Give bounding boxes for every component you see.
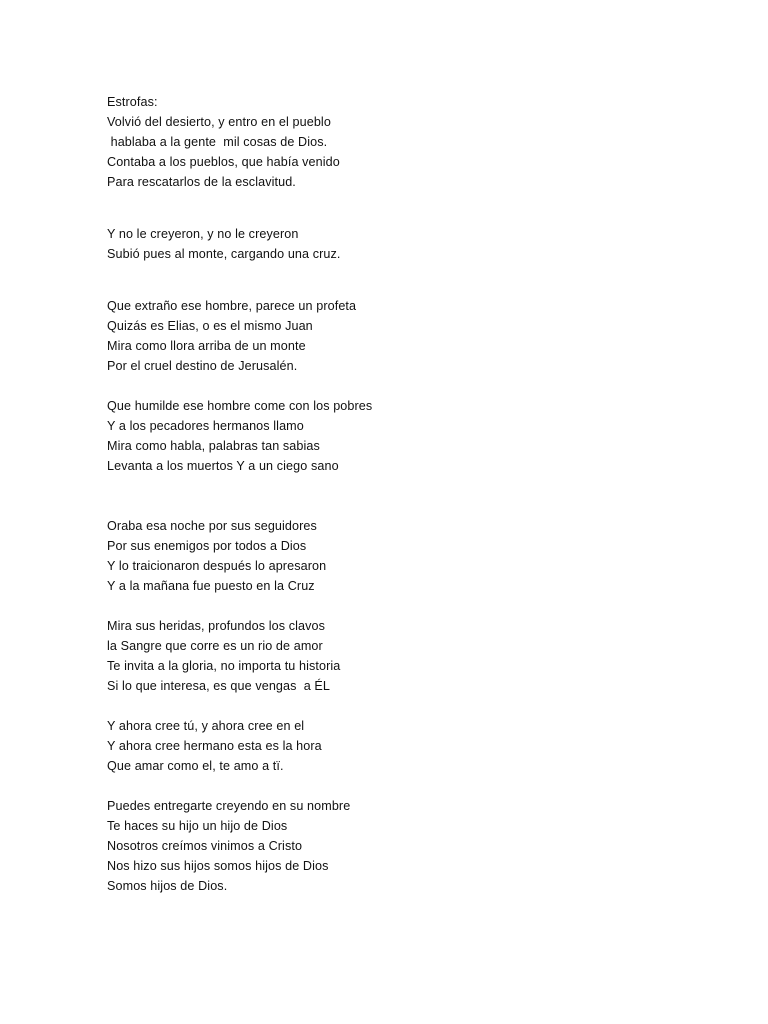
stanza-line: Somos hijos de Dios. xyxy=(107,879,228,893)
stanza-5 xyxy=(107,516,728,596)
stanza-line: Subió pues al monte, cargando una cruz. xyxy=(107,247,341,261)
stanza-line: Por el cruel destino de Jerusalén. xyxy=(107,359,298,373)
stanza-line: Mira como habla, palabras tan sabias xyxy=(107,439,320,453)
stanza-line: Puedes entregarte creyendo en su nombre xyxy=(107,799,351,813)
stanza-line: Te haces su hijo un hijo de Dios xyxy=(107,819,288,833)
stanza-line: Que humilde ese hombre come con los pobres xyxy=(107,399,373,413)
stanza-2 xyxy=(107,224,728,264)
stanza-line: Volvió del desierto, y entro en el pueblo xyxy=(107,115,331,129)
stanza-line: Y ahora cree tú, y ahora cree en el xyxy=(107,719,305,733)
stanza-line: Contaba a los pueblos, que había venido xyxy=(107,155,340,169)
stanza-line: hablaba a la gente mil cosas de Dios. xyxy=(107,135,328,149)
document-page xyxy=(107,92,728,896)
stanza-line: Si lo que interesa, es que vengas a ÉL xyxy=(107,679,331,693)
stanza-line: Que extraño ese hombre, parece un profeta xyxy=(107,299,357,313)
stanza-line: Nosotros creímos vinimos a Cristo xyxy=(107,839,303,853)
stanza-4 xyxy=(107,396,728,476)
stanza-line: Oraba esa noche por sus seguidores xyxy=(107,519,317,533)
stanza-line: Y lo traicionaron después lo apresaron xyxy=(107,559,327,573)
stanza-line: Quizás es Elias, o es el mismo Juan xyxy=(107,319,313,333)
stanza-7 xyxy=(107,716,728,776)
stanza-6 xyxy=(107,616,728,696)
stanza-line: Y a los pecadores hermanos llamo xyxy=(107,419,304,433)
stanza-line: Levanta a los muertos Y a un ciego sano xyxy=(107,459,339,473)
stanza-line: Mira como llora arriba de un monte xyxy=(107,339,306,353)
stanza-line: Que amar como el, te amo a tï. xyxy=(107,759,284,773)
stanza-line: Y ahora cree hermano esta es la hora xyxy=(107,739,322,753)
stanza-8 xyxy=(107,796,728,896)
stanza-line: Nos hizo sus hijos somos hijos de Dios xyxy=(107,859,329,873)
stanza-line: Y no le creyeron, y no le creyeron xyxy=(107,227,299,241)
stanza-3 xyxy=(107,296,728,376)
stanza-line: Para rescatarlos de la esclavitud. xyxy=(107,175,296,189)
section-heading: Estrofas: xyxy=(107,95,158,109)
stanza-line: Te invita a la gloria, no importa tu historia xyxy=(107,659,341,673)
stanza-line: Mira sus heridas, profundos los clavos xyxy=(107,619,325,633)
stanza-1 xyxy=(107,112,728,192)
stanza-line: la Sangre que corre es un rio de amor xyxy=(107,639,323,653)
stanza-line: Por sus enemigos por todos a Dios xyxy=(107,539,307,553)
stanza-line: Y a la mañana fue puesto en la Cruz xyxy=(107,579,315,593)
